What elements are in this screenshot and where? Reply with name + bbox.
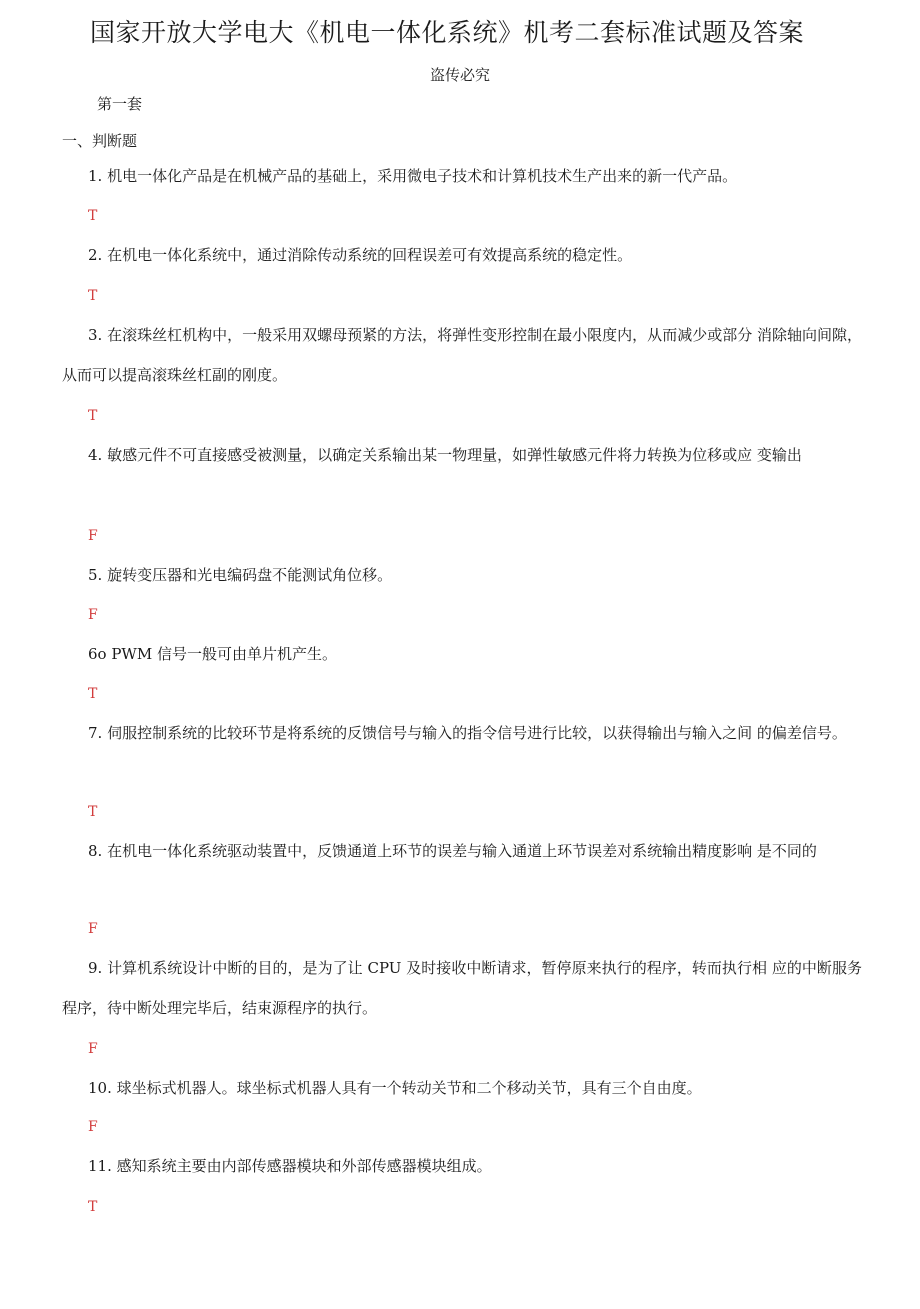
question-7: 7. 伺服控制系统的比较环节是将系统的反馈信号与输入的指令信号进行比较，以获得输出与输入之间 的偏差信号。 [88, 724, 847, 742]
answer-3: T [88, 408, 98, 424]
question-6: 6o PWM 信号一般可由单片机产生。 [88, 645, 337, 663]
question-4: 4. 敏感元件不可直接感受被测量，以确定关系输出某一物理量，如弹性敏感元件将力转换为位移或应 变输出 [88, 446, 802, 464]
answer-2: T [88, 288, 98, 304]
answer-10: F [88, 1119, 98, 1135]
answer-1: T [88, 208, 98, 224]
answer-4: F [88, 528, 98, 544]
question-2: 2. 在机电一体化系统中，通过消除传动系统的回程误差可有效提高系统的稳定性。 [88, 246, 633, 264]
question-5: 5. 旋转变压器和光电编码盘不能测试角位移。 [88, 566, 393, 584]
answer-9: F [88, 1041, 98, 1057]
question-11: 11. 感知系统主要由内部传感器模块和外部传感器模块组成。 [88, 1157, 492, 1175]
document-subtitle: 盗传必究 [429, 66, 490, 84]
answer-7: T [88, 804, 98, 820]
question-8: 8. 在机电一体化系统驱动装置中，反馈通道上环节的误差与输入通道上环节误差对系统输出精度影响 是不同的 [88, 842, 817, 860]
set-label: 第一套 [97, 95, 143, 113]
question-10: 10. 球坐标式机器人。球坐标式机器人具有一个转动关节和二个移动关节，具有三个自由度。 [88, 1079, 702, 1097]
answer-8: F [88, 921, 98, 937]
question-1: 1. 机电一体化产品是在机械产品的基础上，采用微电子技术和计算机技术生产出来的新一代产品。 [88, 167, 738, 185]
document-title: 国家开放大学电大《机电一体化系统》机考二套标准试题及答案 [90, 18, 805, 47]
question-9: 9. 计算机系统设计中断的目的，是为了让 CPU 及时接收中断请求，暂停原来执行的程序，转而执行相 应的中断服务程序，待中断处理完毕后，结束源程序的执行。 [62, 959, 862, 1017]
section-heading: 一、判断题 [62, 132, 138, 150]
answer-5: F [88, 607, 98, 623]
answer-11: T [88, 1199, 98, 1215]
question-3: 3. 在滚珠丝杠机构中，一般采用双螺母预紧的方法，将弹性变形控制在最小限度内，从而减少或部分 消除轴向间隙，从而可以提高滚珠丝杠副的刚度。 [62, 326, 862, 384]
answer-6: T [88, 686, 98, 702]
